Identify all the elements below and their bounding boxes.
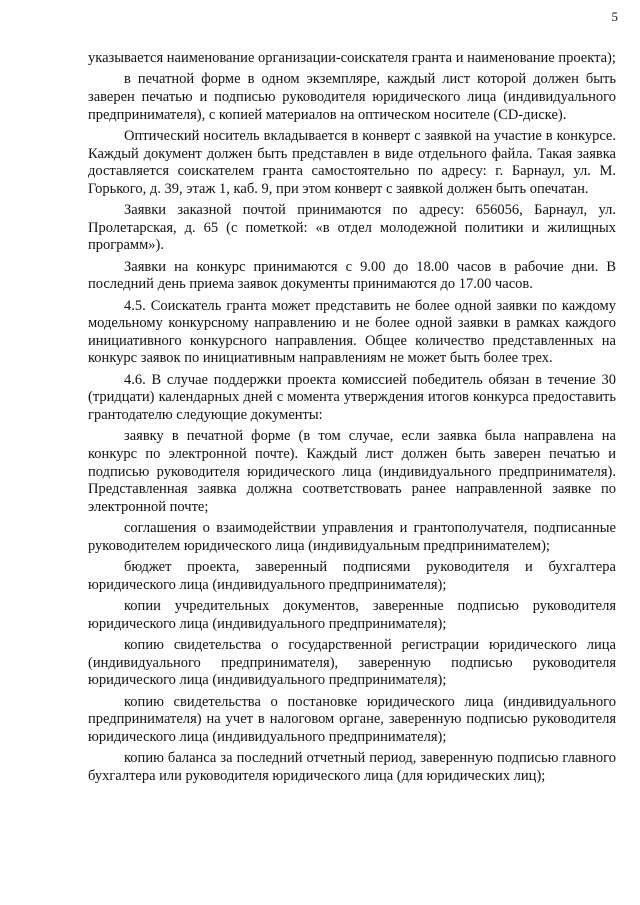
paragraph: в печатной форме в одном экземпляре, каждый лист которой должен быть заверен печатью и подписью руководителя юридического лица (индивидуального предпринимателя), с копией материалов на оптическом носителе (CD-диске). (88, 71, 616, 123)
document-body (88, 50, 616, 789)
paragraph: Заявки заказной почтой принимаются по адресу: 656056, Барнаул, ул. Пролетарская, д. 65 (с пометкой: «в отдел молодежной политики и жилищных программ»). (88, 202, 616, 254)
paragraph: 4.5. Соискатель гранта может представить не более одной заявки по каждому модельному конкурсному направлению и не более одной заявки в рамках каждого инициативного конкурсного направления. Общее количество представленных на конкурс заявок по инициативным направлениям не может быть более трех. (88, 297, 616, 367)
paragraph: Заявки на конкурс принимаются с 9.00 до 18.00 часов в рабочие дни. В последний день приема заявок документы принимаются до 17.00 часов. (88, 258, 616, 293)
paragraph: Оптический носитель вкладывается в конверт с заявкой на участие в конкурсе. Каждый документ должен быть представлен в виде отдельного файла. Такая заявка доставляется соискателем гранта самостоятельно по адресу: г. Барнаул, ул. М. Горького, д. 39, этаж 1, каб. 9, при этом конверт с заявкой должен быть опечатан. (88, 127, 616, 197)
paragraph: 4.6. В случае поддержки проекта комиссией победитель обязан в течение 30 (тридцати) календарных дней с момента утверждения итогов конкурса предоставить грантодателю следующие документы: (88, 371, 616, 424)
paragraph: соглашения о взаимодействии управления и грантополучателя, подписанные руководителем юридического лица (индивидуальным предпринимателем); (88, 520, 616, 554)
paragraph: копию баланса за последний отчетный период, заверенную подписью главного бухгалтера или руководителя юридического лица (для юридических лиц); (88, 750, 616, 784)
paragraph: заявку в печатной форме (в том случае, если заявка была направлена на конкурс по электронной почте). Каждый лист должен быть заверен печатью и подписью руководителя юридического лица (индивидуального предпринимателя). Представленная заявка должна соответствовать ранее направленной заявке по электронной почте; (88, 428, 616, 515)
page-number: 5 (611, 9, 618, 24)
paragraph: копию свидетельства о государственной регистрации юридического лица (индивидуального предпринимателя), заверенную подписью руководителя юридического лица (индивидуального предпринимателя); (88, 637, 616, 689)
paragraph: бюджет проекта, заверенный подписями руководителя и бухгалтера юридического лица (индивидуального предпринимателя); (88, 559, 616, 593)
paragraph: копии учредительных документов, заверенные подписью руководителя юридического лица (индивидуального предпринимателя); (88, 598, 616, 632)
paragraph: указывается наименование организации-соискателя гранта и наименование проекта); (88, 50, 616, 66)
paragraph: копию свидетельства о постановке юридического лица (индивидуального предпринимателя) на учет в налоговом органе, заверенную подписью руководителя юридического лица (индивидуального предпринимателя); (88, 693, 616, 745)
